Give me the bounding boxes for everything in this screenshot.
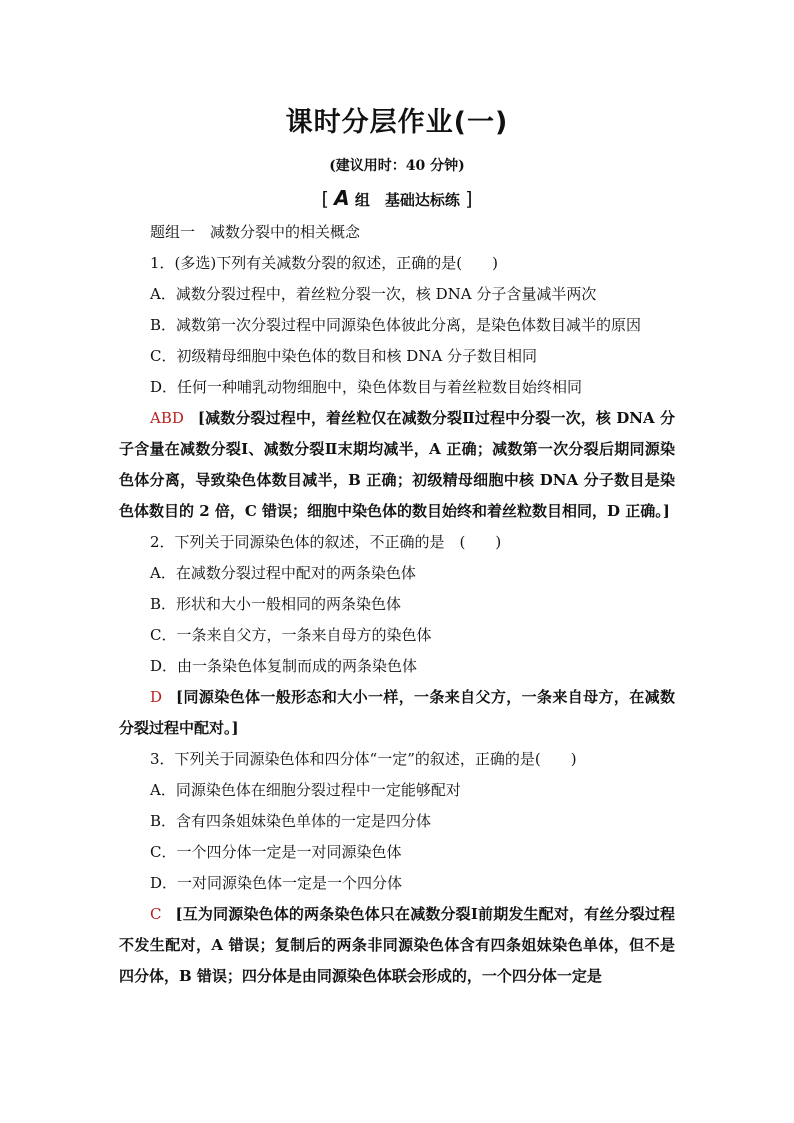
group-label: 组 基础达标练 xyxy=(354,191,460,209)
option-a: A．同源染色体在细胞分裂过程中一定能够配对 xyxy=(150,781,461,799)
topic-heading: 题组一 减数分裂中的相关概念 xyxy=(150,223,361,241)
option-c: C．一个四分体一定是一对同源染色体 xyxy=(150,843,402,861)
page-title: 课时分层作业(一) xyxy=(285,107,509,138)
option-d: D．由一条染色体复制而成的两条染色体 xyxy=(150,657,418,675)
option-c: C．初级精母细胞中染色体的数目和核 DNA 分子数目相同 xyxy=(150,347,537,365)
question-stem: 1．(多选)下列有关减数分裂的叙述，正确的是( ) xyxy=(150,254,498,272)
document-body xyxy=(119,217,675,992)
suggested-time: (建议用时：40 分钟) xyxy=(329,158,465,174)
question-2 xyxy=(119,527,675,744)
question-3 xyxy=(119,744,675,992)
answer-key: C xyxy=(150,905,162,923)
question-1 xyxy=(119,248,675,527)
option-a: A．减数分裂过程中，着丝粒分裂一次，核 DNA 分子含量减半两次 xyxy=(150,285,597,303)
option-d: D．任何一种哺乳动物细胞中，染色体数目与着丝粒数目始终相同 xyxy=(150,378,583,396)
option-b: B．减数第一次分裂过程中同源染色体彼此分离，是染色体数目减半的原因 xyxy=(150,316,642,334)
group-bracket-open: [ xyxy=(321,188,329,210)
group-bracket-close: ] xyxy=(465,188,473,210)
option-c: C．一条来自父方，一条来自母方的染色体 xyxy=(150,626,432,644)
answer-key: D xyxy=(150,688,163,706)
explanation-text: [互为同源染色体的两条染色体只在减数分裂Ⅰ前期发生配对，有丝分裂过程不发生配对，A 错误；复制后的两条非同源染色体含有四条姐妹染色单体，但不是四分体，B 错误；四分体是由同源染色体联会形成的，一个四分体一定是 xyxy=(119,905,675,985)
answer-explanation xyxy=(119,403,675,527)
group-heading xyxy=(0,186,794,210)
group-letter: A xyxy=(334,186,350,210)
answer-explanation xyxy=(119,899,675,992)
option-b: B．形状和大小一般相同的两条染色体 xyxy=(150,595,402,613)
question-stem: 3．下列关于同源染色体和四分体“一定”的叙述，正确的是( ) xyxy=(150,750,577,768)
answer-key: ABD xyxy=(150,409,184,427)
explanation-text: [同源染色体一般形态和大小一样，一条来自父方，一条来自母方，在减数分裂过程中配对。] xyxy=(119,688,675,737)
option-a: A．在减数分裂过程中配对的两条染色体 xyxy=(150,564,416,582)
answer-explanation xyxy=(119,682,675,744)
option-d: D．一对同源染色体一定是一个四分体 xyxy=(150,874,403,892)
explanation-text: [减数分裂过程中，着丝粒仅在减数分裂Ⅱ过程中分裂一次，核 DNA 分子含量在减数分裂Ⅰ、减数分裂Ⅱ末期均减半，A 正确；减数第一次分裂后期同源染色体分离，导致染色体数目减半，B 正确；初级精母细胞中核 DNA 分子数目是染色体数目的 2 倍，C 错误；细胞中染色体的数目始终和着丝粒数目相同，D 正确。] xyxy=(119,409,675,520)
option-b: B．含有四条姐妹染色单体的一定是四分体 xyxy=(150,812,432,830)
question-stem: 2．下列关于同源染色体的叙述，不正确的是 ( ) xyxy=(150,533,502,551)
